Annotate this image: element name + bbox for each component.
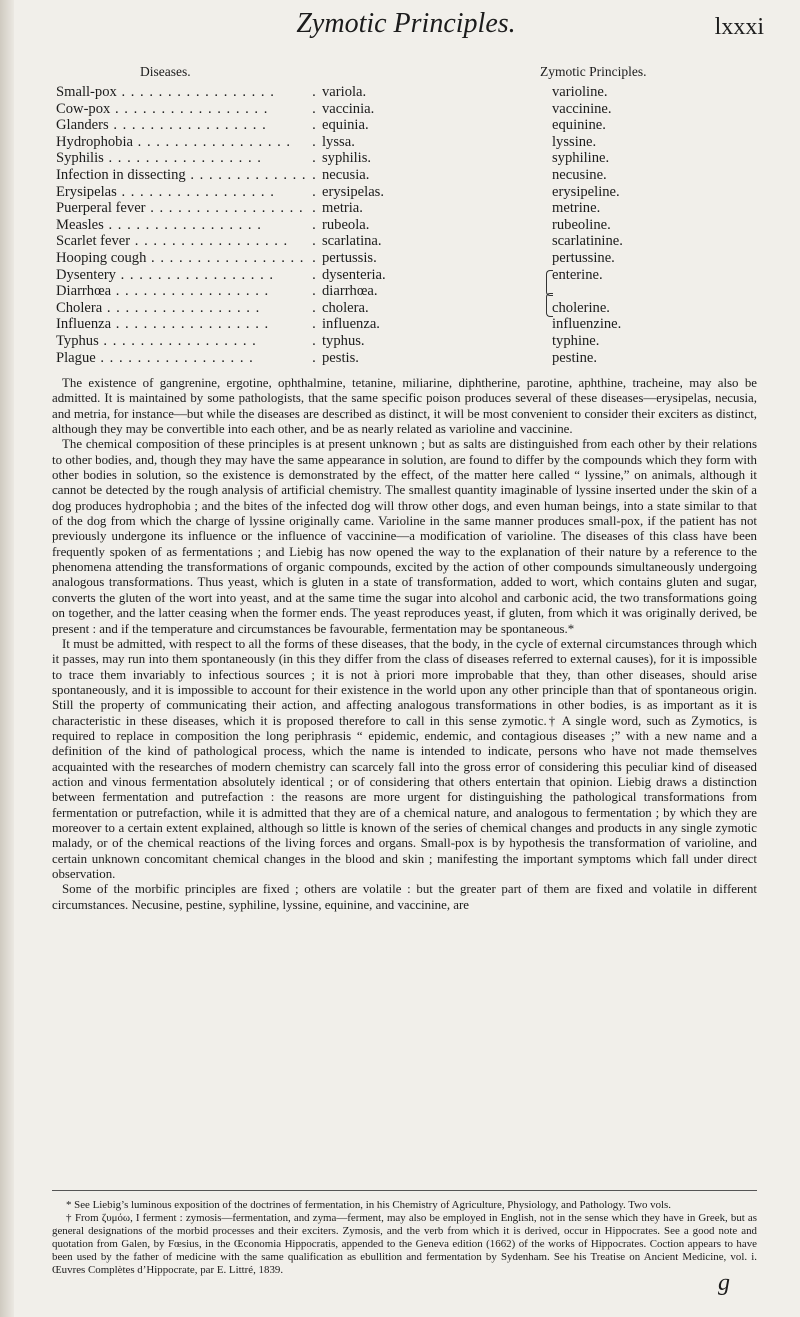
leader-dot: . bbox=[312, 100, 316, 117]
disease-name: Dysentery . . . bbox=[56, 267, 308, 284]
zymotic-principle: pestine. bbox=[552, 349, 597, 366]
table-row bbox=[52, 134, 752, 151]
leader-dot: . bbox=[312, 299, 316, 316]
leader-dot: . bbox=[312, 316, 316, 333]
paragraph: The existence of gangrenine, ergotine, ophthalmine, tetanine, miliarine, diphtherine, parotine, aphthine, tracheine, may also be admitted. It is maintained by some pathologists, that the same specific poison produces several of these diseases—erysipelas, necusia, and metria, for instance—but while the diseases are described as distinct, it will be most convenient to consider their exciters as distinct, although they may be convertible into each other, and be as nearly related as varioline and vaccinine. bbox=[52, 376, 757, 437]
body-text bbox=[52, 376, 757, 913]
disease-name: Scarlet fever . . . bbox=[56, 233, 308, 250]
zymotic-principle: pertussine. bbox=[552, 249, 615, 266]
zymotic-principle: rubeoline. bbox=[552, 216, 611, 233]
leader-dot: . bbox=[312, 283, 316, 300]
leader-dot: . bbox=[312, 266, 316, 283]
zymotic-principle: typhine. bbox=[552, 332, 600, 349]
table-row bbox=[52, 333, 752, 350]
disease-name: Cholera . . . bbox=[56, 300, 308, 317]
table-row bbox=[52, 316, 752, 333]
zymotic-principle: scarlatinine. bbox=[552, 233, 623, 250]
zymotic-principle: varioline. bbox=[552, 84, 608, 100]
signature-mark: g bbox=[718, 1270, 730, 1296]
footnote-divider bbox=[52, 1190, 757, 1191]
page-number: lxxxi bbox=[714, 14, 764, 40]
disease-name: Typhus . . . bbox=[56, 333, 308, 350]
leader-dot: . bbox=[312, 200, 316, 217]
disease-name: Plague . . . bbox=[56, 350, 308, 367]
latin-name: metria. bbox=[322, 200, 363, 217]
leader-dot: . bbox=[312, 133, 316, 150]
disease-name: Measles . . . bbox=[56, 217, 308, 234]
table-row bbox=[52, 167, 752, 184]
table-row bbox=[52, 200, 752, 217]
principles-column-header: Zymotic Principles. bbox=[540, 64, 647, 79]
table-header bbox=[52, 64, 752, 84]
disease-name: Infection in dissecting . . . bbox=[56, 167, 308, 184]
table-row bbox=[52, 150, 752, 167]
latin-name: scarlatina. bbox=[322, 233, 382, 250]
table-row bbox=[52, 250, 752, 267]
latin-name: rubeola. bbox=[322, 216, 370, 233]
running-header bbox=[40, 8, 772, 48]
paragraph: The chemical composition of these principles is at present unknown ; but as salts are distinguished from each other by their relations to other bodies, and, though they may have the same appearance in solution, are found to differ by the compounds which they form with other bodies in solution, so the existence is demonstrated by the effect, of the matter here called “ lyssine,” on animals, although it cannot be detected by the rough analysis of artificial chemistry. The smallest quantity imaginable of lyssine inserted under the skin of a dog produces hydrophobia ; and the bites of the infected dog will throw other dogs, and even human beings, into a state similar to that of the dog from which the charge of lyssine originally came. Varioline in the same manner produces small-pox, if the patient has not previously undergone its influence or the influence of vaccinine—a modification of varioline. The diseases of this class have been frequently spoken of as fermentations ; and Liebig has now opened the way to the explanation of their nature by a reference to the phenomena attending the transformations of organic compounds, excited by the action of other compounds simultaneously undergoing analogous transformations. Thus yeast, which is gluten in a state of transformation, added to wort, which contains gluten and sugar, converts the gluten of the wort into yeast, and at the same time the sugar into alcohol and carbonic acid, the two transformations going on together, and the latter ceasing when the former ends. The yeast reproduces yeast, if gluten, from which it was originally derived, be present : and if the temperature and circumstances be favourable, fermentation may be spontaneous.* bbox=[52, 437, 757, 636]
diseases-column-header: Diseases. bbox=[140, 64, 191, 79]
table-row bbox=[52, 300, 752, 317]
disease-name: Hooping cough . . . bbox=[56, 250, 308, 267]
leader-dot: . bbox=[312, 349, 316, 366]
table-row bbox=[52, 101, 752, 118]
latin-name: lyssa. bbox=[322, 133, 355, 150]
table-body bbox=[52, 84, 752, 366]
zymotic-principle: cholerine. bbox=[552, 299, 610, 316]
disease-name: Erysipelas . . . bbox=[56, 184, 308, 201]
latin-name: vaccinia. bbox=[322, 100, 375, 117]
disease-name: Syphilis . . . bbox=[56, 150, 308, 167]
latin-name: diarrhœa. bbox=[322, 283, 378, 300]
zymotic-principle: lyssine. bbox=[552, 133, 597, 150]
leader-dot: . bbox=[312, 216, 316, 233]
diseases-table bbox=[52, 64, 752, 366]
leader-dot: . bbox=[312, 233, 316, 250]
latin-name: typhus. bbox=[322, 332, 365, 349]
zymotic-principle: influenzine. bbox=[552, 316, 622, 333]
disease-name: Influenza . . . bbox=[56, 316, 308, 333]
latin-name: variola. bbox=[322, 84, 367, 100]
disease-name: Cow-pox . . . bbox=[56, 101, 308, 118]
disease-name: Hydrophobia . . . bbox=[56, 134, 308, 151]
table-row bbox=[52, 267, 752, 284]
zymotic-principle: syphiline. bbox=[552, 150, 610, 167]
zymotic-principle: equinine. bbox=[552, 117, 606, 134]
grouping-brace bbox=[546, 270, 553, 296]
leader-dot: . bbox=[312, 166, 316, 183]
footnotes bbox=[52, 1199, 757, 1276]
disease-name: Glanders . . . bbox=[56, 117, 308, 134]
zymotic-principle: erysipeline. bbox=[552, 183, 620, 200]
disease-name: Puerperal fever . . . bbox=[56, 200, 308, 217]
latin-name: equinia. bbox=[322, 117, 369, 134]
table-row bbox=[52, 184, 752, 201]
latin-name: cholera. bbox=[322, 299, 369, 316]
page-binding-edge bbox=[0, 0, 14, 1317]
grouping-brace bbox=[546, 293, 553, 317]
leader-dot: . bbox=[312, 332, 316, 349]
table-row bbox=[52, 117, 752, 134]
latin-name: pertussis. bbox=[322, 249, 377, 266]
paragraph: Some of the morbific principles are fixed ; others are volatile : but the greater part of them are fixed and volatile in different circumstances. Necusine, pestine, syphiline, lyssine, equinine, and vaccinine, are bbox=[52, 882, 757, 912]
latin-name: necusia. bbox=[322, 166, 370, 183]
zymotic-principle: metrine. bbox=[552, 200, 601, 217]
disease-name: Diarrhœa . . . bbox=[56, 283, 308, 300]
running-title: Zymotic Principles. bbox=[296, 8, 516, 39]
latin-name: syphilis. bbox=[322, 150, 372, 167]
disease-name: Small-pox . . . bbox=[56, 84, 308, 101]
latin-name: influenza. bbox=[322, 316, 380, 333]
table-row bbox=[52, 84, 752, 101]
latin-name: pestis. bbox=[322, 349, 359, 366]
leader-dot: . bbox=[312, 84, 316, 100]
zymotic-principle: necusine. bbox=[552, 166, 607, 183]
paragraph: It must be admitted, with respect to all the forms of these diseases, that the body, in the cycle of external circumstances through which it passes, may run into them spontaneously (in this they differ from the class of diseases referred to external causes), for it is impossible to trace them invariably to infectious sources ; it is not à priori more improbable that they, than other diseases, should arise spontaneously, and it is impossible to account for their existence in the world upon any other principle than that of spontaneous origin. Still the property of communicating their action, and affecting analogous transformations in other bodies, is as important as it is characteristic in these diseases, which it is proposed therefore to call in this sense zymotic.† A single word, such as Zymotics, is required to replace in composition the long periphrasis “ epidemic, endemic, and contagious diseases ;” with a new name and a definition of the kind of pathological process, which the name is intended to indicate, persons who have not made themselves acquainted with the researches of modern chemistry can scarcely fall into the gross error of considering this peculiar kind of diseased action and vinous fermentation absolutely identical ; or of considering that others entertain that opinion. Liebig draws a distinction between fermentation and putrefaction : the reasons are more urgent for distinguishing the pathological transformations from fermentation or putrefaction, while it is admitted that they are of a chemical nature, and analogous to fermentation ; by which they are moreover to a certain extent explained, although so little is known of the series of chemical changes and products in any single zymotic malady, or of the chemical reactions of the living forces and organs. Small-pox is by hypothesis the transformation of varioline, and certain unknown concomitant chemical changes in the blood and skin ; manifesting the important symptoms which fall under direct observation. bbox=[52, 636, 757, 881]
leader-dot: . bbox=[312, 150, 316, 167]
latin-name: dysenteria. bbox=[322, 266, 386, 283]
table-row bbox=[52, 217, 752, 234]
table-row bbox=[52, 283, 752, 300]
footnote: * See Liebig’s luminous exposition of the doctrines of fermentation, in his Chemistry of Agriculture, Physiology, and Pathology. Two vols. bbox=[66, 1199, 672, 1211]
zymotic-principle: enterine. bbox=[552, 266, 603, 283]
latin-name: erysipelas. bbox=[322, 183, 385, 200]
leader-dot: . bbox=[312, 249, 316, 266]
table-row bbox=[52, 233, 752, 250]
leader-dot: . bbox=[312, 183, 316, 200]
footnote: † From ζυμόω, I ferment : zymosis—fermentation, and zyma—ferment, may also be employed in English, not in the sense which they have in Greek, but as general designations of the morbid processes and their exciters. Zymosis, and the verb from which it is derived, occur in Hippocrates. See a good note and quotation from Galen, by Fœsius, in the Œconomia Hippocratis, appended to the Geneva edition (1662) of the works of Hippocrates. Coction appears to have been used by the father of medicine with the same qualification as ebullition and fermentation by Sydenham. See his Treatise on Ancient Medicine, vol. i. Œuvres Complètes d’Hippocrate, par E. Littré, 1839. bbox=[52, 1211, 757, 1276]
table-row bbox=[52, 350, 752, 367]
leader-dot: . bbox=[312, 117, 316, 134]
zymotic-principle: vaccinine. bbox=[552, 100, 612, 117]
